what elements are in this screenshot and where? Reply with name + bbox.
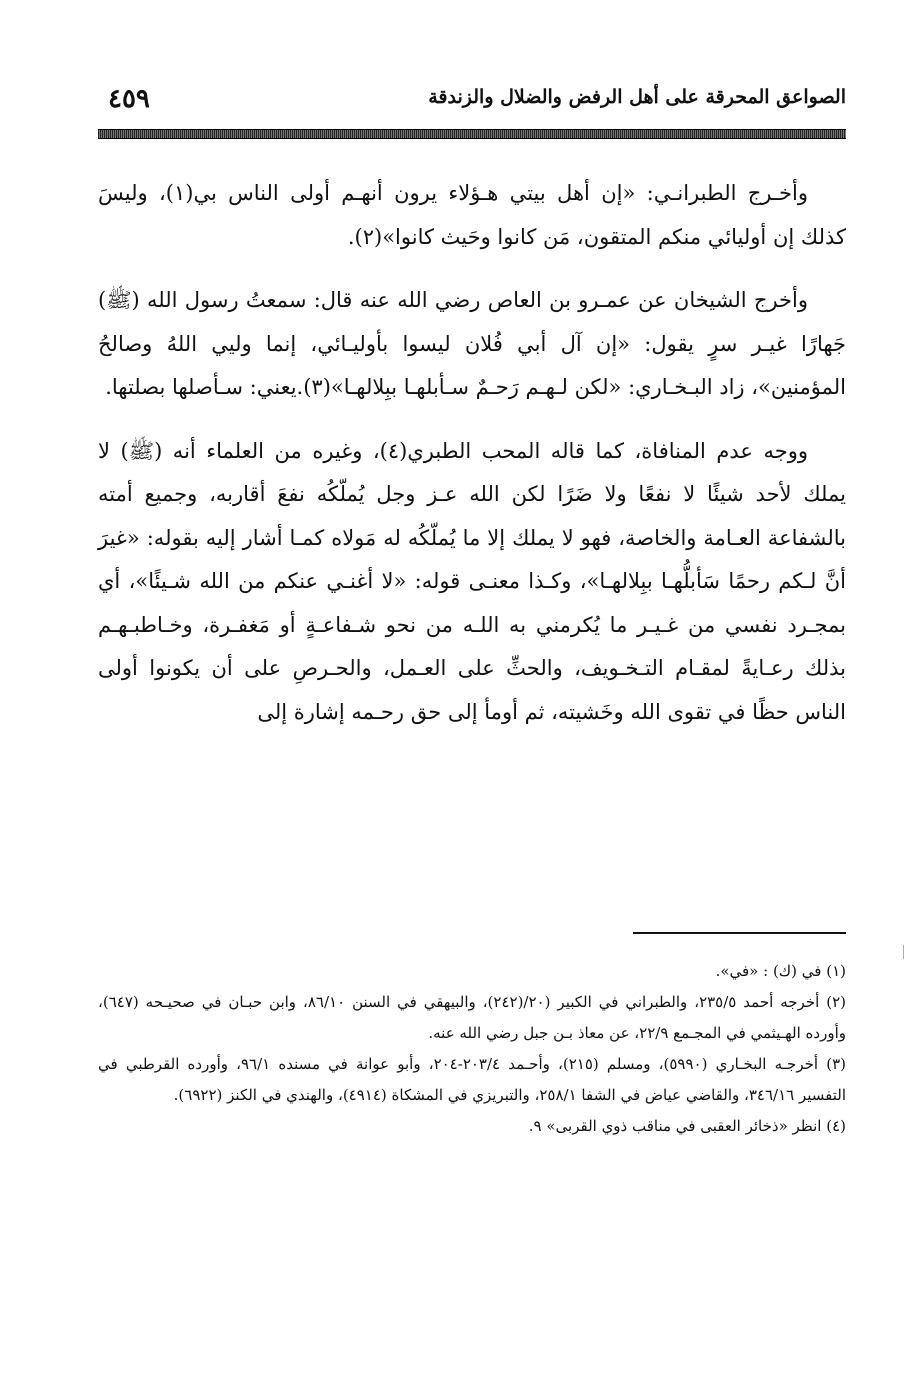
header-divider (98, 129, 846, 139)
footnote-2: (٢) أخرجه أحمد ٢٣٥/٥، والطبراني في الكبير (٢٠/(٢٤٢)، والبيهقي في السنن ٨٦/١٠، وابن حبـان في صحيـحه (٦٤٧)، وأورده الهـيثمي في المجـمع ٢٢/٩، عن معاذ بـن جبل رضي الله عنه. (98, 993, 846, 1042)
footnotes (98, 956, 846, 1142)
paragraph-1: وأخـرج الطبرانـي: «إن أهل بيتي هـؤلاء يرون أنهـم أولى الناس بي(١)، وليسَ كذلك إن أوليائي منكم المتقون، مَن كانوا وحَيث كانوا»(٢). (98, 181, 846, 249)
page-number: ٤٥٩ (108, 84, 150, 114)
margin-mark (903, 945, 904, 959)
paragraph-3: ووجه عدم المنافاة، كما قاله المحب الطبري(٤)، وغيره من العلماء أنه (ﷺ) لا يملك لأحد شيئًا لا نفعًا ولا ضَرًا لكن الله عـز وجل يُملّكُه نفعَ أقاربه، وجميع أمته بالشفاعة العـامة والخاصة، فهو لا يملك إلا ما يُملّكُه له مَولاه كمـا أشار إليه بقوله: «غيرَ أنَّ لـكم رحمًا سَأبلُّهـا ببِلالهـا»، وكـذا معنـى قوله: «لا أغنـي عنكم من الله شـيئًا»، أي بمجـرد نفسي من غـيـر ما يُكرمني به اللـه من نحو شـفاعـةٍ أو مَغفـرة، وخـاطبـهـم بذلك رعـايةً لمقـام التـخـويف، والحثِّ على العـمل، والحـرصِ على أن يكونوا أولى الناس حظًا في تقوى الله وخَشيته، ثم أومأ إلى حق رحـمه إشارة إلى (98, 438, 846, 724)
paragraph-2: وأخرج الشيخان عن عمـرو بن العاص رضي الله عنه قال: سمعتُ رسول الله (ﷺ) جَهارًا غيـر سرٍ يقول: «إن آل أبي فُلان ليسوا بأوليـائي، إنما وليي اللهُ وصالحُ المؤمنين»، زاد البـخـاري: «لكن لـهـم رَحـمٌ سـأبلهـا ببِلالهـا»(٣).يعني: سـأصلها بصلتها. (98, 288, 846, 399)
footnote-4: (٤) انظر «ذخائر العقبى في مناقب ذوي القربى» ٩. (528, 1117, 846, 1135)
footnote-divider (633, 932, 846, 934)
running-title: الصواعق المحرقة على أهل الرفض والضلال والزندقة (428, 86, 846, 108)
page-header (98, 84, 846, 124)
footnote-3: (٣) أخرجـه البخـاري (٥٩٩٠)، ومسلم (٢١٥)، وأحـمد ٢٠٣/٤-٢٠٤، وأبو عوانة في مسنده ٩٦/١، وأورده القرطبي في التفسير ٣٤٦/١٦، والقاضي عياض في الشفا ٢٥٨/١، والتبريزي في المشكاة (٤٩١٤)، والهندي في الكنز (٦٩٢٢). (98, 1055, 846, 1104)
main-text (98, 172, 846, 754)
footnote-1: (١) في (ك) : «في». (715, 962, 846, 980)
